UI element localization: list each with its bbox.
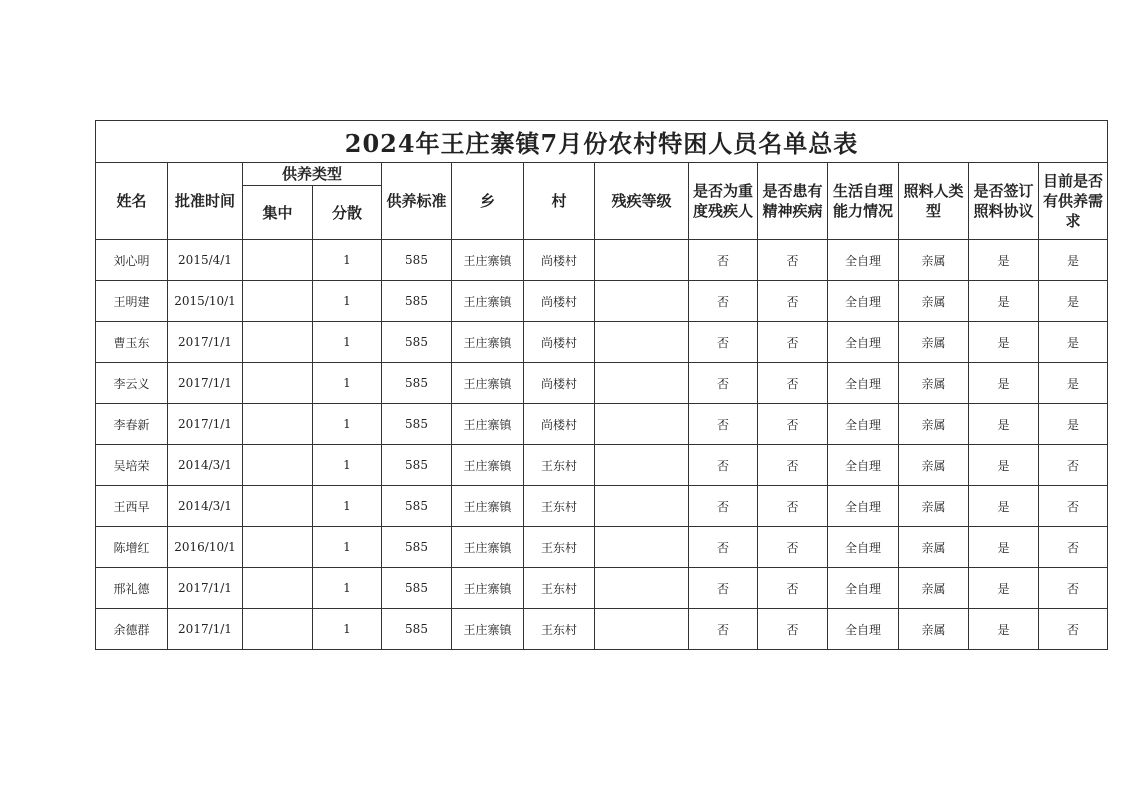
cell-selfcare: 全自理: [828, 322, 899, 363]
cell-selfcare: 全自理: [828, 609, 899, 650]
cell-standard: 585: [382, 445, 452, 486]
cell-standard: 585: [382, 322, 452, 363]
cell-date: 2015/10/1: [168, 281, 243, 322]
header-township: 乡: [452, 163, 524, 240]
table-row: [96, 363, 1108, 404]
cell-need: 否: [1039, 445, 1108, 486]
cell-dispersed: 1: [313, 363, 382, 404]
cell-centralized: [243, 445, 313, 486]
cell-name: 曹玉东: [96, 322, 168, 363]
cell-centralized: [243, 322, 313, 363]
cell-mental: 否: [758, 568, 828, 609]
cell-disability: [595, 527, 689, 568]
cell-centralized: [243, 609, 313, 650]
cell-township: 王庄寨镇: [452, 527, 524, 568]
cell-agreement: 是: [969, 363, 1039, 404]
header-support-need: 目前是否有供养需求: [1039, 163, 1108, 240]
cell-selfcare: 全自理: [828, 281, 899, 322]
cell-agreement: 是: [969, 609, 1039, 650]
cell-standard: 585: [382, 240, 452, 281]
cell-village: 王东村: [524, 445, 595, 486]
cell-need: 否: [1039, 609, 1108, 650]
cell-mental: 否: [758, 527, 828, 568]
table-row: [96, 609, 1108, 650]
cell-need: 是: [1039, 363, 1108, 404]
cell-need: 否: [1039, 568, 1108, 609]
cell-date: 2015/4/1: [168, 240, 243, 281]
cell-village: 王东村: [524, 568, 595, 609]
cell-township: 王庄寨镇: [452, 240, 524, 281]
cell-disability: [595, 322, 689, 363]
cell-standard: 585: [382, 281, 452, 322]
cell-severe: 否: [689, 240, 758, 281]
cell-standard: 585: [382, 404, 452, 445]
header-self-care: 生活自理能力情况: [828, 163, 899, 240]
cell-selfcare: 全自理: [828, 527, 899, 568]
cell-township: 王庄寨镇: [452, 322, 524, 363]
header-name: 姓名: [96, 163, 168, 240]
cell-agreement: 是: [969, 527, 1039, 568]
cell-caregiver: 亲属: [899, 486, 969, 527]
cell-caregiver: 亲属: [899, 445, 969, 486]
cell-name: 王明建: [96, 281, 168, 322]
cell-disability: [595, 240, 689, 281]
cell-caregiver: 亲属: [899, 322, 969, 363]
header-mental-illness: 是否患有精神疾病: [758, 163, 828, 240]
cell-village: 王东村: [524, 609, 595, 650]
cell-centralized: [243, 240, 313, 281]
header-approval-date: 批准时间: [168, 163, 243, 240]
cell-need: 是: [1039, 404, 1108, 445]
cell-township: 王庄寨镇: [452, 609, 524, 650]
cell-date: 2016/10/1: [168, 527, 243, 568]
cell-centralized: [243, 486, 313, 527]
cell-village: 王东村: [524, 527, 595, 568]
cell-mental: 否: [758, 609, 828, 650]
cell-name: 刘心明: [96, 240, 168, 281]
cell-mental: 否: [758, 281, 828, 322]
cell-mental: 否: [758, 404, 828, 445]
cell-need: 是: [1039, 322, 1108, 363]
cell-mental: 否: [758, 363, 828, 404]
cell-village: 尚楼村: [524, 322, 595, 363]
cell-name: 陈增红: [96, 527, 168, 568]
cell-name: 王西早: [96, 486, 168, 527]
cell-caregiver: 亲属: [899, 609, 969, 650]
cell-selfcare: 全自理: [828, 240, 899, 281]
cell-dispersed: 1: [313, 240, 382, 281]
cell-disability: [595, 363, 689, 404]
cell-need: 否: [1039, 486, 1108, 527]
cell-selfcare: 全自理: [828, 404, 899, 445]
cell-date: 2014/3/1: [168, 445, 243, 486]
cell-severe: 否: [689, 609, 758, 650]
cell-date: 2017/1/1: [168, 568, 243, 609]
header-disability-level: 残疾等级: [595, 163, 689, 240]
cell-caregiver: 亲属: [899, 281, 969, 322]
cell-selfcare: 全自理: [828, 486, 899, 527]
cell-centralized: [243, 281, 313, 322]
cell-name: 邢礼德: [96, 568, 168, 609]
cell-standard: 585: [382, 527, 452, 568]
cell-standard: 585: [382, 609, 452, 650]
header-dispersed: 分散: [313, 186, 382, 240]
table-row: [96, 568, 1108, 609]
table-row: [96, 445, 1108, 486]
cell-date: 2017/1/1: [168, 404, 243, 445]
cell-mental: 否: [758, 322, 828, 363]
cell-need: 是: [1039, 281, 1108, 322]
cell-centralized: [243, 568, 313, 609]
cell-township: 王庄寨镇: [452, 363, 524, 404]
cell-severe: 否: [689, 486, 758, 527]
cell-severe: 否: [689, 363, 758, 404]
cell-caregiver: 亲属: [899, 404, 969, 445]
cell-name: 吴培荣: [96, 445, 168, 486]
cell-dispersed: 1: [313, 322, 382, 363]
cell-agreement: 是: [969, 486, 1039, 527]
cell-township: 王庄寨镇: [452, 486, 524, 527]
cell-centralized: [243, 527, 313, 568]
cell-date: 2017/1/1: [168, 609, 243, 650]
table-row: [96, 486, 1108, 527]
cell-date: 2017/1/1: [168, 322, 243, 363]
cell-dispersed: 1: [313, 404, 382, 445]
cell-centralized: [243, 363, 313, 404]
table-row: [96, 240, 1108, 281]
cell-disability: [595, 609, 689, 650]
cell-village: 尚楼村: [524, 404, 595, 445]
cell-caregiver: 亲属: [899, 527, 969, 568]
header-severe-disabled: 是否为重度残疾人: [689, 163, 758, 240]
cell-dispersed: 1: [313, 281, 382, 322]
cell-agreement: 是: [969, 240, 1039, 281]
cell-village: 尚楼村: [524, 240, 595, 281]
cell-date: 2017/1/1: [168, 363, 243, 404]
cell-centralized: [243, 404, 313, 445]
header-support-type: 供养类型: [243, 163, 382, 186]
cell-agreement: 是: [969, 568, 1039, 609]
cell-selfcare: 全自理: [828, 445, 899, 486]
cell-agreement: 是: [969, 445, 1039, 486]
cell-name: 李春新: [96, 404, 168, 445]
cell-village: 尚楼村: [524, 363, 595, 404]
cell-mental: 否: [758, 486, 828, 527]
cell-standard: 585: [382, 486, 452, 527]
cell-selfcare: 全自理: [828, 363, 899, 404]
cell-standard: 585: [382, 568, 452, 609]
cell-dispersed: 1: [313, 568, 382, 609]
cell-dispersed: 1: [313, 609, 382, 650]
table-title: 2024年王庄寨镇7月份农村特困人员名单总表: [96, 121, 1108, 163]
cell-severe: 否: [689, 527, 758, 568]
cell-township: 王庄寨镇: [452, 281, 524, 322]
table-row: [96, 322, 1108, 363]
cell-selfcare: 全自理: [828, 568, 899, 609]
cell-township: 王庄寨镇: [452, 445, 524, 486]
header-support-standard: 供养标准: [382, 163, 452, 240]
header-centralized: 集中: [243, 186, 313, 240]
cell-agreement: 是: [969, 404, 1039, 445]
cell-dispersed: 1: [313, 527, 382, 568]
header-caregiver-type: 照料人类型: [899, 163, 969, 240]
cell-village: 王东村: [524, 486, 595, 527]
cell-name: 余德群: [96, 609, 168, 650]
cell-mental: 否: [758, 240, 828, 281]
cell-disability: [595, 445, 689, 486]
table-row: [96, 281, 1108, 322]
cell-severe: 否: [689, 281, 758, 322]
cell-severe: 否: [689, 568, 758, 609]
table-row: [96, 527, 1108, 568]
cell-severe: 否: [689, 404, 758, 445]
cell-disability: [595, 404, 689, 445]
cell-date: 2014/3/1: [168, 486, 243, 527]
cell-disability: [595, 568, 689, 609]
cell-agreement: 是: [969, 322, 1039, 363]
cell-mental: 否: [758, 445, 828, 486]
cell-dispersed: 1: [313, 486, 382, 527]
cell-village: 尚楼村: [524, 281, 595, 322]
cell-severe: 否: [689, 445, 758, 486]
cell-disability: [595, 281, 689, 322]
cell-caregiver: 亲属: [899, 363, 969, 404]
header-care-agreement: 是否签订照料协议: [969, 163, 1039, 240]
header-village: 村: [524, 163, 595, 240]
cell-standard: 585: [382, 363, 452, 404]
table-row: [96, 404, 1108, 445]
cell-caregiver: 亲属: [899, 240, 969, 281]
cell-agreement: 是: [969, 281, 1039, 322]
cell-need: 否: [1039, 527, 1108, 568]
cell-township: 王庄寨镇: [452, 404, 524, 445]
cell-name: 李云义: [96, 363, 168, 404]
cell-township: 王庄寨镇: [452, 568, 524, 609]
table-body: [96, 240, 1108, 650]
roster-table: [95, 120, 1108, 650]
cell-need: 是: [1039, 240, 1108, 281]
cell-dispersed: 1: [313, 445, 382, 486]
cell-severe: 否: [689, 322, 758, 363]
cell-caregiver: 亲属: [899, 568, 969, 609]
cell-disability: [595, 486, 689, 527]
